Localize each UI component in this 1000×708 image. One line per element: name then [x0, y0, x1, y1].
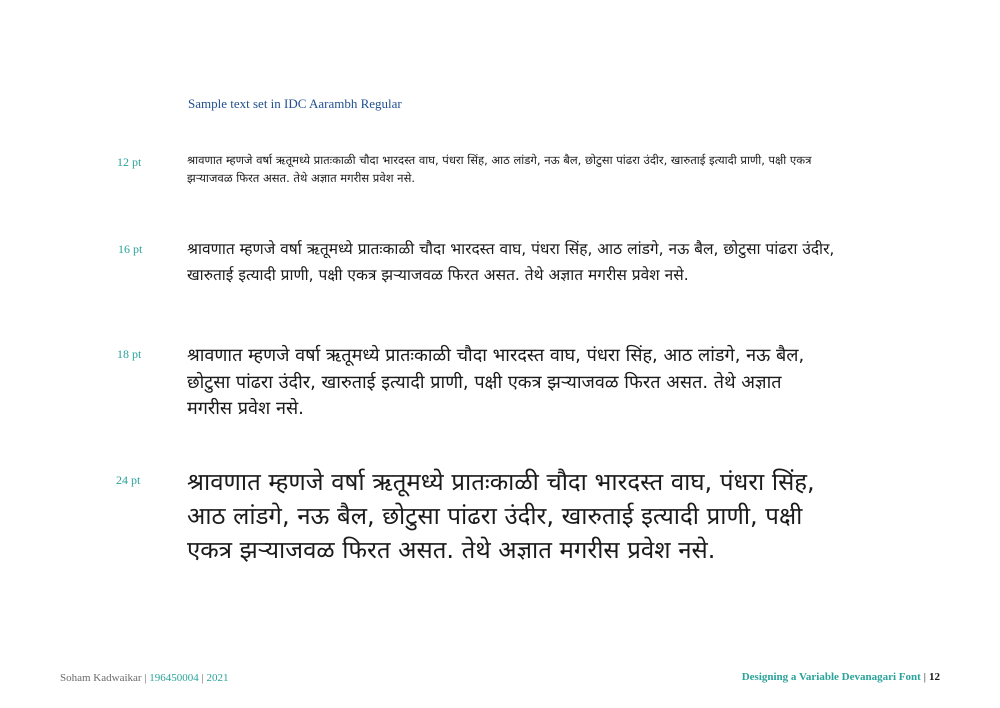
author-name: Soham Kadwaikar — [60, 672, 142, 684]
sample-text: श्रावणात म्हणजे वर्षा ऋतूमध्ये प्रातःकाळी चौदा भारदस्त वाघ, पंधरा सिंह, आठ लांडगे, नऊ बैल, छोटुसा पांढरा उंदीर, खारुताई इत्यादी प्राणी, पक्षी एकत्र झऱ्याजवळ फिरत असत. तेथे अज्ञात मगरीस प्रवेश नसे. — [187, 345, 805, 419]
footer-separator: | — [923, 671, 926, 683]
footer-separator: | — [144, 672, 147, 684]
document-title: Designing a Variable Devanagari Font — [741, 671, 921, 683]
footer-page-info — [742, 671, 940, 683]
sample-caption: Sample text set in IDC Aarambh Regular — [188, 96, 402, 111]
sample-text: श्रावणात म्हणजे वर्षा ऋतूमध्ये प्रातःकाळी चौदा भारदस्त वाघ, पंधरा सिंह, आठ लांडगे, नऊ बैल, छोटुसा पांढरा उंदीर, खारुताई इत्यादी प्राणी, पक्षी एकत्र झऱ्याजवळ फिरत असत. तेथे अज्ञात मगरीस प्रवेश नसे. — [187, 153, 812, 185]
page-number: 12 — [929, 671, 940, 683]
size-label: 16 pt — [118, 242, 143, 256]
size-label: 18 pt — [117, 347, 142, 361]
size-label: 24 pt — [116, 473, 141, 487]
size-label: 12 pt — [117, 155, 142, 169]
footer-credits — [60, 672, 228, 684]
footer-separator: | — [201, 672, 204, 684]
sample-text: श्रावणात म्हणजे वर्षा ऋतूमध्ये प्रातःकाळी चौदा भारदस्त वाघ, पंधरा सिंह, आठ लांडगे, नऊ बैल, छोटुसा पांढरा उंदीर, खारुताई इत्यादी प्राणी, पक्षी एकत्र झऱ्याजवळ फिरत असत. तेथे अज्ञात मगरीस प्रवेश नसे. — [187, 240, 835, 284]
year: 2021 — [206, 672, 229, 684]
sample-text: श्रावणात म्हणजे वर्षा ऋतूमध्ये प्रातःकाळी चौदा भारदस्त वाघ, पंधरा सिंह, आठ लांडगे, नऊ बैल, छोटुसा पांढरा उंदीर, खारुताई इत्यादी प्राणी, पक्षी एकत्र झऱ्याजवळ फिरत असत. तेथे अज्ञात मगरीस प्रवेश नसे. — [187, 468, 815, 564]
student-id: 196450004 — [149, 672, 199, 684]
